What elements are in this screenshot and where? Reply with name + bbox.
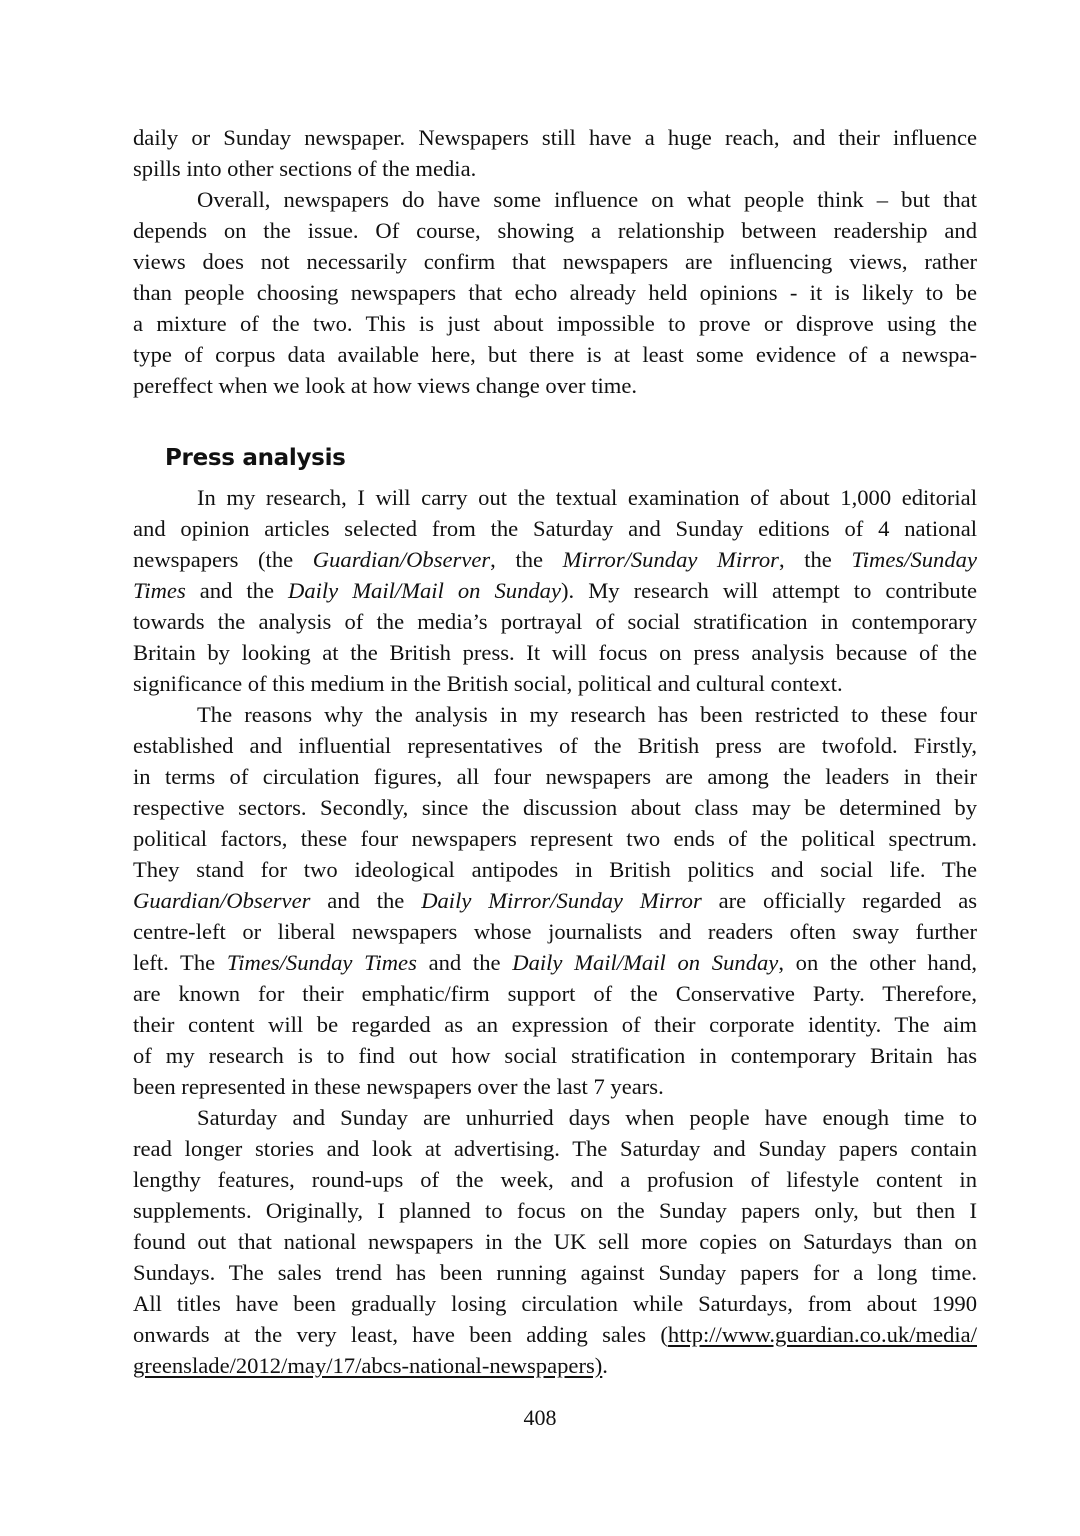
url-link[interactable]: http://www.guardian.co.uk/media/ [667,1322,977,1347]
text-span: been represented in these newspapers over the last 7 years. [133,1074,664,1099]
text-line [133,1071,977,1102]
text-line [133,916,977,947]
text-line [133,1226,977,1257]
text-line [133,482,977,513]
italic-title: Times [133,578,186,603]
text-line [133,823,977,854]
text-line [133,1288,977,1319]
text-span: lengthy features, round-ups of the week, and a profusion of lifestyle content in [133,1167,977,1192]
paragraph [133,184,977,401]
text-span: Overall, newspapers do have some influence on what people think – but that [197,187,977,212]
page-body [133,122,977,1381]
text-line [133,370,977,401]
text-line [133,1009,977,1040]
text-line [133,339,977,370]
page-number: 408 [523,1405,557,1430]
text-before-heading [133,122,977,401]
text-line [133,885,977,916]
text-span: and the [310,888,422,913]
text-line [133,792,977,823]
text-span: of my research is to find out how social stratification in contemporary Britain has [133,1043,977,1068]
italic-title: Times/Sunday Times [226,950,417,975]
paragraph [133,482,977,699]
text-span: spills into other sections of the media. [133,156,477,181]
text-span: centre-left or liberal newspapers whose journalists and readers often sway further [133,919,977,944]
text-line [133,184,977,215]
text-line [133,1102,977,1133]
text-span: are known for their emphatic/firm support of the Conservative Party. Therefore, [133,981,977,1006]
text-span: Saturday and Sunday are unhurried days when people have enough time to [197,1105,977,1130]
text-line [133,668,977,699]
text-span: daily or Sunday newspaper. Newspapers still have a huge reach, and their influence [133,125,977,150]
text-line [133,761,977,792]
text-line [133,544,977,575]
text-span: In my research, I will carry out the textual examination of about 1,000 editorial [197,485,977,510]
text-span: in terms of circulation figures, all four newspapers are among the leaders in their [133,764,977,789]
text-span: The reasons why the analysis in my research has been restricted to these four [197,702,977,727]
text-after-heading [133,482,977,1381]
text-line [133,1040,977,1071]
text-line [133,122,977,153]
text-span: views does not necessarily confirm that newspapers are influencing views, rather [133,249,977,274]
text-line [133,637,977,668]
text-line [133,947,977,978]
text-span: . [602,1353,608,1378]
text-span: and the [185,578,289,603]
text-span: , the [778,547,852,572]
text-line [133,1133,977,1164]
text-line [133,513,977,544]
text-line [133,1164,977,1195]
text-line [133,308,977,339]
text-span: significance of this medium in the British social, political and cultural context. [133,671,843,696]
text-line [133,1257,977,1288]
text-line [133,246,977,277]
text-span: established and influential representatives of the British press are twofold. Firstly, [133,733,977,758]
italic-title: Times/Sunday [851,547,977,572]
text-line [133,854,977,885]
italic-title: Daily Mirror/Sunday Mirror [421,888,702,913]
text-line [133,1350,977,1381]
paragraph [133,122,977,184]
paragraph [133,1102,977,1381]
text-span: ). My research will attempt to contribute [561,578,977,603]
italic-title: Daily Mail/Mail on Sunday [288,578,561,603]
italic-title: Guardian/Observer [133,888,311,913]
text-span: supplements. Originally, I planned to focus on the Sunday papers only, but then I [133,1198,977,1223]
text-line [133,215,977,246]
text-line [133,730,977,761]
text-line [133,978,977,1009]
text-line [133,1319,977,1350]
text-line [133,606,977,637]
text-span: a mixture of the two. This is just about impossible to prove or disprove using the [133,311,977,336]
text-line [133,277,977,308]
text-span: All titles have been gradually losing circulation while Saturdays, from about 1990 [133,1291,977,1316]
italic-title: Daily Mail/Mail on Sunday [512,950,779,975]
text-span: political factors, these four newspapers represent two ends of the political spectrum. [133,826,977,851]
text-span: Britain by looking at the British press. It will focus on press analysis because of the [133,640,977,665]
text-span: respective sectors. Secondly, since the discussion about class may be determined by [133,795,977,820]
text-span: , the [490,547,563,572]
text-line [133,153,977,184]
text-span: than people choosing newspapers that echo already held opinions - it is likely to be [133,280,977,305]
section-heading: Press analysis [165,445,346,471]
text-span: their content will be regarded as an expression of their corporate identity. The aim [133,1012,977,1037]
text-span: type of corpus data available here, but there is at least some evidence of a newspa- [133,342,977,367]
paragraph [133,699,977,1102]
text-span: left. The [133,950,227,975]
text-line [133,1195,977,1226]
text-span: Sundays. The sales trend has been running against Sunday papers for a long time. [133,1260,977,1285]
text-span: and the [416,950,513,975]
text-span: found out that national newspapers in the UK sell more copies on Saturdays than on [133,1229,977,1254]
text-span: newspapers (the [133,547,313,572]
text-span: towards the analysis of the media’s portrayal of social stratification in contemporary [133,609,977,634]
text-span: , on the other hand, [778,950,977,975]
italic-title: Guardian/Observer [312,547,491,572]
text-span: are officially regarded as [701,888,978,913]
text-span: pereffect when we look at how views change over time. [133,373,637,398]
text-span: They stand for two ideological antipodes in British politics and social life. The [133,857,977,882]
italic-title: Mirror/Sunday Mirror [562,547,779,572]
text-span: depends on the issue. Of course, showing a relationship between readership and [133,218,977,243]
text-line [133,575,977,606]
text-span: and opinion articles selected from the Saturday and Sunday editions of 4 national [133,516,977,541]
url-link[interactable]: greenslade/2012/may/17/abcs-national-newspapers) [133,1353,603,1378]
text-line [133,699,977,730]
text-span: onwards at the very least, have been adding sales ( [133,1322,668,1347]
text-span: read longer stories and look at advertising. The Saturday and Sunday papers contain [133,1136,977,1161]
